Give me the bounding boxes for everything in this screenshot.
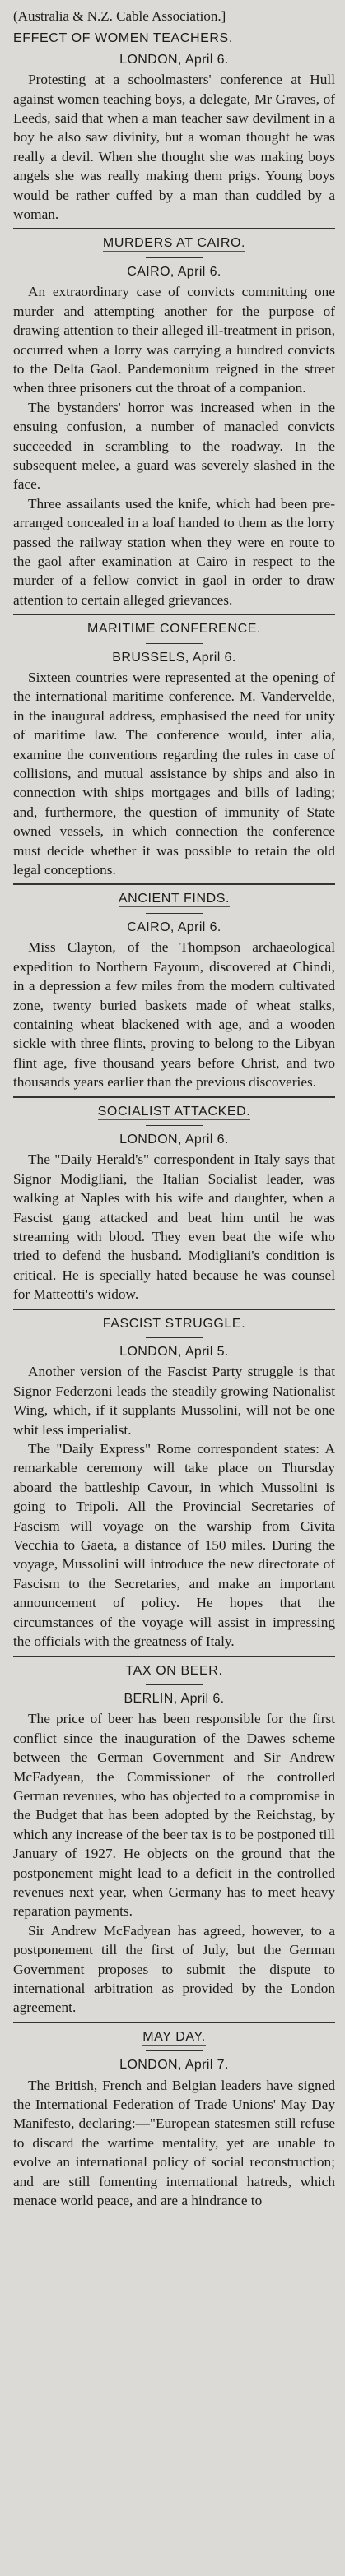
article-headline (13, 1661, 335, 1680)
headline-rule (146, 2050, 203, 2051)
dateline-date: April 7. (184, 2058, 229, 2073)
article-headline (13, 234, 335, 253)
headline-rule (146, 913, 203, 914)
article (13, 234, 335, 615)
article-divider (13, 1656, 335, 1657)
dateline-date: April 5. (184, 1345, 229, 1359)
dateline-date: April 6. (177, 920, 221, 934)
headline-text: FASCIST STRUGGLE. (102, 1316, 246, 1331)
article (13, 2027, 335, 2211)
dateline-place: CAIRO (127, 264, 170, 279)
article-paragraph: Another version of the Fascist Party struggle is that Signor Federzoni leads the steadily growing Nationalist Wing, which, if it supplants Mussolini, will not be one whit less imperialist. (13, 1364, 335, 1438)
article-divider (13, 883, 335, 885)
article (13, 1102, 335, 1310)
article-paragraph: The "Daily Herald's" correspondent in Italy says that Signor Modigliani, the Italian Socialist leader, was walking at Naples with his wife and daughter, when a Fascist gang attacked and beat him until he was streaming with blood. They even beat the wife who tried to defend the husband. Modigliani's condition is critical. He is specially hated because he was counsel for Matteotti's widow. (13, 1151, 335, 1303)
dateline-date: April 6. (184, 52, 229, 67)
article-headline (13, 29, 335, 48)
dateline-place: BERLIN (124, 1691, 174, 1706)
article-paragraph: Protesting at a schoolmasters' conference at Hull against women teaching boys, a delegate, Mr Graves, of Leeds, said that when a man teacher saw devilment in a boy he also saw divinity, but a woman thought he was really a devil. When she thought she was making boys angels she was really making them prigs. Young boys would be rather cuffed by a man than cuddled by a woman. (13, 72, 335, 223)
dateline: LONDON, April 6. (119, 52, 229, 67)
dateline-date: April 6. (192, 650, 236, 665)
article-paragraph: Sir Andrew McFadyean has agreed, however, to a postponement till the first of July, but the German Government proposes to submit the dispute to international arbitration as provided by the London agreement. (13, 1922, 335, 2016)
article-headline (13, 619, 335, 638)
article (13, 1661, 335, 2023)
dateline-place: LONDON (119, 52, 179, 67)
headline-text: MARITIME CONFERENCE. (86, 622, 262, 637)
article-paragraph: The "Daily Express" Rome correspondent states: A remarkable ceremony will take place on Thursday aboard the battleship Cavour, in which Mussolini is going to Tripoli. All the Provincial Secretaries of Fascism will voyage on the warship from Civita Vecchia to Gaeta, a distance of 150 miles. During the voyage, Mussolini will introduce the new directorate of Fascism to the Secretaries, and make an important announcement of policy. He hopes that the circumstances of the voyage will assist in impressing the officials with the greatness of Italy. (13, 1441, 335, 1650)
article-paragraph: Sixteen countries were represented at the opening of the international maritime conference. M. Vandervelde, in the inaugural address, emphasised the need for unity of maritime law. The conference would, inter alia, examine the conventions regarding the rules in case of collisions, and mutual assistance by ships and also in connection with ships mortgages and bills of lading; and, furthermore, the question of immunity of State owned vessels, in which connection the conference must decide whether it was possible to retain the old legal conceptions. (13, 669, 335, 878)
dateline: CAIRO, April 6. (127, 920, 221, 934)
article-paragraph: An extraordinary case of convicts committing one murder and attempting another for the purpose of drawing attention to their alleged ill-treatment in prison, occurred when a lorry was carrying a hundred convicts to the Delta Gaol. Pandemonium reigned in the street when three prisoners cut the throat of a companion. (13, 284, 335, 396)
headline-text: SOCIALIST ATTACKED. (97, 1104, 251, 1119)
headline-rule (146, 1125, 203, 1126)
headline-text: MAY DAY. (142, 2029, 206, 2044)
article-headline (13, 1102, 335, 1121)
headline-rule (146, 1684, 203, 1685)
dateline-place: CAIRO (127, 920, 170, 934)
dateline-date: April 6. (177, 264, 221, 279)
article-paragraph: The bystanders' horror was increased when in the ensuing confusion, a number of manacled convicts succeeded in scrambling to the roadway. In the subsequent melee, a guard was severely slashed in the face. (13, 399, 335, 493)
article (13, 619, 335, 885)
headline-text: TAX ON BEER. (125, 1663, 223, 1678)
headline-rule (146, 1337, 203, 1338)
dateline: LONDON, April 5. (119, 1345, 229, 1359)
dateline-place: BRUSSELS (112, 650, 185, 665)
article-divider (13, 2022, 335, 2023)
headline-text: ANCIENT FINDS. (118, 892, 231, 906)
dateline: LONDON, April 6. (119, 1132, 229, 1147)
dateline: CAIRO, April 6. (127, 264, 221, 279)
headline-rule (146, 643, 203, 644)
dateline: LONDON, April 7. (119, 2058, 229, 2073)
headline-text: EFFECT OF WOMEN TEACHERS. (13, 31, 233, 46)
article-divider (13, 1309, 335, 1310)
headline-rule (146, 257, 203, 258)
article-headline (13, 1314, 335, 1333)
article-paragraph: The price of beer has been responsible for the first conflict since the inauguration of the Dawes scheme between the German Government and Sir Andrew McFadyean, the Commissioner of the controlled German revenues, who has objected to a compromise in the Budget that has been adopted by the Reichstag, by which any increase of the beer tax is to be postponed till January of 1927. He objects on the ground that the postponement might lead to a deficit in the controlled revenues next year, when Germany has to meet heavy reparation payments. (13, 1711, 335, 1920)
dateline-place: LONDON (119, 1132, 179, 1147)
article-paragraph: Three assailants used the knife, which had been pre-arranged concealed in a loaf handed to them as the lorry passed the railway station when they were en route to the gaol after examination at Cairo in respect to the murder of a fellow convict in gaol in order to draw attention to certain alleged grievances. (13, 495, 335, 608)
article-list (13, 29, 335, 2210)
headline-text: MURDERS AT CAIRO. (102, 236, 246, 251)
dateline-place: LONDON (119, 1345, 179, 1359)
article-divider (13, 614, 335, 615)
article-paragraph: The British, French and Belgian leaders have signed the International Federation of Trade Unions' May Day Manifesto, declaring:—"European statesmen still refuse to discard the wartime mentality, yet are unable to evolve an international policy of social reconstruction; and are still fomenting international hatreds, which menace world peace, and are a hindrance to (13, 2077, 335, 2209)
article (13, 1314, 335, 1657)
article (13, 889, 335, 1097)
article-headline (13, 889, 335, 908)
article-headline (13, 2027, 335, 2046)
dateline: BERLIN, April 6. (124, 1691, 225, 1706)
article-divider (13, 1096, 335, 1098)
article-paragraph: Miss Clayton, of the Thompson archaeological expedition to Northern Fayoum, discovered at Chindi, in a depression a few miles from the modern cultivated zone, twenty buried baskets made of wheat stalks, containing wheat blackened with age, and a wooden sickle with three flints, proving to belong to the Libyan flint age, five thousand years before Christ, and two thousands years earlier than the previous discoveries. (13, 939, 335, 1091)
article (13, 29, 335, 229)
wire-credit: (Australia & N.Z. Cable Association.] (13, 8, 226, 24)
dateline: BRUSSELS, April 6. (112, 650, 236, 665)
article-divider (13, 228, 335, 229)
dateline-date: April 6. (180, 1691, 225, 1706)
dateline-date: April 6. (184, 1132, 229, 1147)
dateline-place: LONDON (119, 2058, 179, 2073)
